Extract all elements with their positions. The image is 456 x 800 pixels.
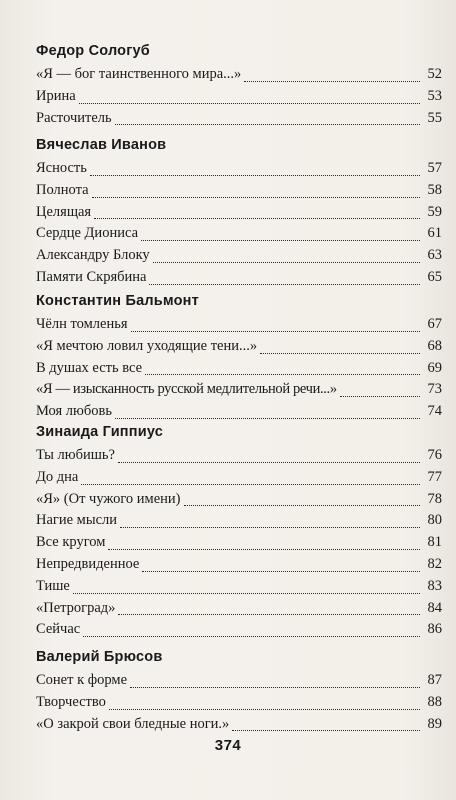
toc-entry: [36, 619, 442, 641]
toc-entry: [36, 108, 442, 130]
poem-title: Нагие мысли: [36, 512, 118, 529]
dot-leader: [145, 374, 420, 375]
dot-leader: [118, 462, 420, 463]
dot-leader: [184, 505, 421, 506]
page-ref: 82: [427, 555, 442, 572]
toc-section-bryusov: [36, 648, 442, 735]
page-ref: 87: [427, 672, 442, 688]
page-ref: 52: [427, 66, 442, 82]
toc-entry: [36, 379, 442, 401]
poem-title: Ирина: [36, 87, 76, 104]
poem-title: Расточитель: [36, 109, 112, 126]
dot-leader: [130, 687, 420, 688]
page-ref: 89: [427, 715, 442, 732]
toc-entry: [36, 245, 442, 267]
page-number: 374: [214, 737, 242, 754]
page-ref: 67: [427, 316, 442, 332]
page-ref: 55: [427, 109, 442, 126]
author-heading: Зинаида Гиппиус: [36, 424, 164, 440]
page-ref: 81: [427, 534, 442, 551]
poem-title: До дна: [36, 468, 79, 485]
dot-leader: [83, 636, 420, 637]
page-ref: 74: [427, 403, 442, 420]
page-ref: 68: [427, 337, 442, 354]
dot-leader: [340, 396, 420, 397]
dot-leader: [141, 240, 420, 241]
dot-leader: [260, 353, 420, 354]
poem-title: Сейчас: [36, 621, 81, 638]
poem-title: «Петроград»: [36, 599, 116, 616]
toc-entry: [36, 358, 442, 380]
dot-leader: [79, 103, 420, 104]
page-ref: 84: [427, 599, 442, 616]
poem-title: Сонет к форме: [36, 672, 128, 688]
toc-entry: [36, 467, 442, 489]
toc-entry: [36, 670, 442, 692]
dot-leader: [142, 571, 420, 572]
author-heading: Федор Сологуб: [36, 43, 150, 59]
poem-title: Моя любовь: [36, 403, 112, 420]
toc-entry: [36, 336, 442, 358]
dot-leader: [115, 418, 420, 419]
dot-leader: [90, 175, 420, 176]
poem-title: Тише: [36, 577, 70, 594]
toc-entry: [36, 445, 442, 467]
author-heading: Вячеслав Иванов: [36, 137, 167, 153]
dot-leader: [120, 527, 420, 528]
author-heading: Валерий Брюсов: [36, 649, 163, 665]
toc-entry: [36, 180, 442, 202]
toc-entry: [36, 401, 442, 423]
toc-section-balmont: [36, 292, 442, 423]
poem-title: Памяти Скрябина: [36, 268, 147, 285]
poem-title: Целящая: [36, 203, 92, 220]
page-ref: 80: [427, 512, 442, 529]
page-ref: 83: [427, 577, 442, 594]
dot-leader: [149, 284, 420, 285]
dot-leader: [115, 124, 420, 125]
page-ref: 88: [427, 693, 442, 710]
toc-entry: [36, 576, 442, 598]
page-ref: 59: [427, 203, 442, 220]
dot-leader: [153, 262, 420, 263]
poem-title: «О закрой свои бледные ноги.»: [36, 715, 230, 732]
page-ref: 78: [427, 490, 442, 507]
dot-leader: [244, 81, 420, 82]
dot-leader: [108, 549, 420, 550]
toc-entry: [36, 692, 442, 714]
toc-section-sologub: [36, 42, 442, 129]
page-ref: 53: [427, 87, 442, 104]
poem-title: Творчество: [36, 693, 106, 710]
dot-leader: [109, 709, 420, 710]
toc-entry: [36, 714, 442, 736]
toc-entry: [36, 554, 442, 576]
page-ref: 61: [427, 225, 442, 242]
toc-entry: [36, 314, 442, 336]
page-ref: 65: [427, 268, 442, 285]
poem-title: В душах есть все: [36, 359, 143, 376]
page-ref: 76: [427, 447, 442, 463]
poem-title: Непредвиденное: [36, 555, 140, 572]
poem-title: Полнота: [36, 181, 89, 198]
page-ref: 69: [427, 359, 442, 376]
dot-leader: [94, 218, 420, 219]
toc-section-ivanov: [36, 136, 442, 289]
poem-title: Ты любишь?: [36, 447, 115, 463]
poem-title: «Я» (От чужого имени): [36, 490, 181, 507]
toc-entry: [36, 532, 442, 554]
toc-entry: [36, 267, 442, 289]
toc-entry: [36, 86, 442, 108]
toc-entry: [36, 489, 442, 511]
toc-entry: [36, 223, 442, 245]
poem-title: Александру Блоку: [36, 247, 150, 264]
poem-title: Ясность: [36, 160, 87, 176]
page-ref: 77: [427, 468, 442, 485]
page-ref: 57: [427, 160, 442, 176]
toc-section-gippius: [36, 423, 442, 641]
toc-entry: [36, 598, 442, 620]
poem-title: «Я — изысканность русской медлительной речи...»: [36, 381, 337, 398]
dot-leader: [73, 593, 420, 594]
dot-leader: [232, 730, 420, 731]
page-ref: 86: [427, 621, 442, 638]
dot-leader: [92, 197, 420, 198]
poem-title: Чёлн томленья: [36, 316, 128, 332]
dot-leader: [81, 484, 420, 485]
page-ref: 73: [427, 381, 442, 398]
author-heading: Константин Бальмонт: [36, 293, 199, 309]
poem-title: Сердце Диониса: [36, 225, 139, 242]
poem-title: «Я — бог таинственного мира...»: [36, 66, 242, 82]
dot-leader: [118, 614, 420, 615]
poem-title: «Я мечтою ловил уходящие тени...»: [36, 337, 258, 354]
dot-leader: [131, 331, 421, 332]
toc-entry: [36, 158, 442, 180]
toc-entry: [36, 64, 442, 86]
toc-entry: [36, 202, 442, 224]
toc-entry: [36, 510, 442, 532]
poem-title: Все кругом: [36, 534, 106, 551]
page-ref: 63: [427, 247, 442, 264]
page-ref: 58: [427, 181, 442, 198]
